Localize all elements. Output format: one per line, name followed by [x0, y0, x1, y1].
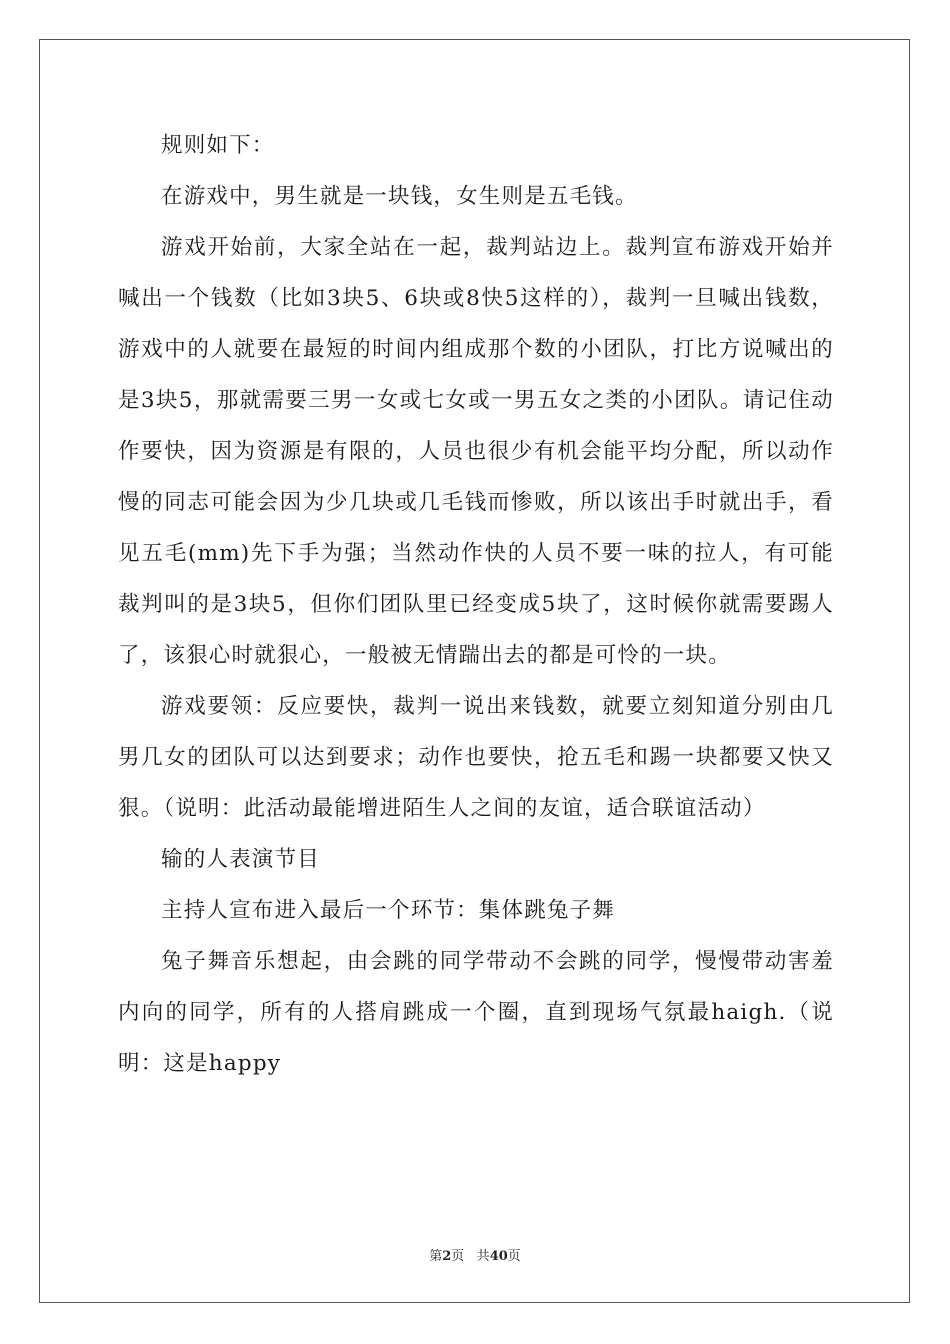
paragraph-loser-performance: 输的人表演节目 — [161, 847, 320, 872]
footer-total-prefix: 共 — [476, 1249, 490, 1264]
paragraph-rules-heading: 规则如下： — [161, 133, 275, 158]
paragraph-game-procedure: 游戏开始前，大家全站在一起，裁判站边上。裁判宣布游戏开始并喊出一个钱数（比如3块5、6块或8快5这样的），裁判一旦喊出钱数，游戏中的人就要在最短的时间内组成那个数的小团队，打比方说喊出的是3块5，那就需要三男一女或七女或一男五女之类的小团队。请记住动作要快，因为资源是有限的，人员也很少有机会能平均分配，所以动作慢的同志可能会因为少几块或几毛钱而惨败，所以该出手时就出手，看见五毛(mm)先下手为强；当然动作快的人员不要一味的拉人，有可能裁判叫的是3块5，但你们团队里已经变成5块了，这时候你就需要踢人了，该狠心时就狠心，一般被无情踹出去的都是可怜的一块。 — [118, 235, 834, 668]
paragraph-money-rule: 在游戏中，男生就是一块钱，女生则是五毛钱。 — [161, 184, 638, 209]
document-body — [118, 120, 834, 1089]
paragraph-bunny-dance: 兔子舞音乐想起，由会跳的同学带动不会跳的同学，慢慢带动害羞内向的同学，所有的人搭肩跳成一个圈，直到现场气氛最haigh.（说明：这是happy — [118, 949, 834, 1076]
footer-page-suffix: 页 — [451, 1249, 465, 1264]
current-page-number: 2 — [442, 1249, 452, 1264]
footer-prefix: 第 — [429, 1249, 443, 1264]
footer-total-suffix: 页 — [507, 1249, 521, 1264]
total-page-count: 40 — [489, 1249, 508, 1264]
paragraph-game-tips: 游戏要领：反应要快，裁判一说出来钱数，就要立刻知道分别由几男几女的团队可以达到要求；动作也要快，抢五毛和踢一块都要又快又狠。（说明：此活动最能增进陌生人之间的友谊，适合联谊活动） — [118, 694, 834, 821]
page-footer — [0, 1245, 950, 1264]
paragraph-final-segment: 主持人宣布进入最后一个环节：集体跳兔子舞 — [161, 898, 616, 923]
